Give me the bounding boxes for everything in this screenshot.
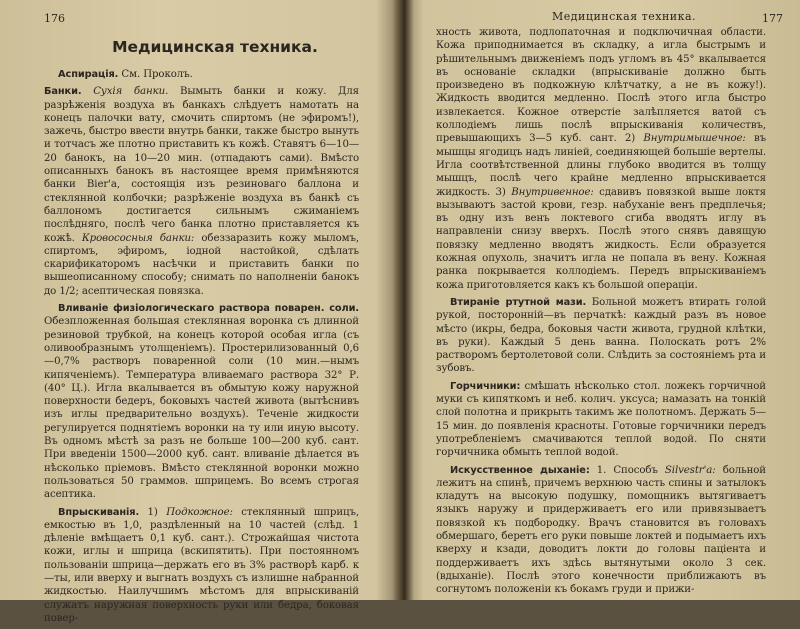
entry-heading: Банки. (44, 86, 82, 98)
entry-subheading: Внутримышечное: (643, 133, 746, 145)
paragraph-banki (44, 85, 359, 298)
entry-heading: Вливаніе физіологическаго раствора поварен. соли. (58, 303, 359, 315)
entry-text: обеззаразить кожу мыломъ, спиртомъ, эфиромъ, іодной настойкой, сдѣлать скарификаторомъ насѣчки и приставить банки по вышеописанному способу; снимать по наполненіи банокъ до 1/2; асептическая повязка. (44, 232, 360, 297)
right-page (406, 0, 800, 600)
entry-heading: Искусственное дыханіе: (450, 464, 590, 476)
entry-heading: Аспирація. (58, 69, 119, 80)
entry-text: Вымыть банки и кожу. Для разрѣженія воздуха въ банкахъ слѣдуетъ намотать на конецъ палочки вату, смочить спиртомъ (не эфиромъ!), зажечь, быстро ввести внутрь банки, также быстро вынуть и тотчасъ же плотно приставить къ кожѣ. Ставятъ 6—10—20 банокъ, на 10—20 мин. (отпадаютъ сами). Вмѣсто описанныхъ банокъ въ настоящее время примѣняются банки Bier'а, состоящія изъ резиноваго баллона и стеклянной колбочки; разрѣженіе воздуха въ банкѣ съ баллономъ достигается сильнымъ сжиманіемъ послѣдняго, послѣ чего банка плотно приставляется къ кожѣ. (44, 86, 359, 244)
running-head: Медицинская техника. (552, 10, 697, 23)
entry-text: смѣшать нѣсколько стол. ложекъ горчичной муки съ кипяткомъ и неб. колич. уксуса; намазать на тонкій слой полотна и прикрыть такимъ же полотномъ. Держать 5—15 мин. до появленія красноты. Готовые горчичники передъ употребленіемъ смачиваются теплой водой. По сняти горчичника обмыть теплой водой. (436, 380, 766, 459)
entry-heading: Впрыскиванія. (58, 506, 140, 518)
entry-subheading: Сухія банки. (93, 86, 169, 98)
paragraph-mercury (436, 296, 766, 376)
page-number: 176 (44, 12, 65, 25)
paragraph-injections-cont (436, 26, 766, 292)
left-page-text (44, 68, 359, 629)
entry-text: См. Проколъ. (121, 69, 193, 80)
entry-subheading: Внутривенное: (511, 186, 594, 198)
entry-text: 1. Способъ (596, 464, 658, 476)
paragraph-injections (44, 506, 359, 626)
entry-subheading: Подкожное: (166, 506, 233, 518)
right-page-text (436, 26, 766, 600)
entry-text: Больной можетъ втирать голой рукой, посторонній—въ перчаткѣ: каждый разъ въ новое мѣсто (икры, бедра, боковыя части живота, грудной клѣтки, въ руки). Каждый 5 день ванна. Полоскать ротъ 2% растворомъ бертолетовой соли. Слѣдить за состояніемъ рта и зубовъ. (436, 296, 767, 375)
entry-text: хность живота, подлопаточная и подключичная области. Кожа приподнимается въ складку, а игла быстрымъ и рѣшительнымъ движеніемъ подъ угломъ въ 45° вкалывается въ основаніе складки (впрыскиваніе должно быть произведено въ подкожную клѣтчатку, а не въ кожу!). Жидкость вводится медленно. Послѣ этого игла быстро извлекается. Кожное отверстіе залѣпляется ватой съ коллодіемъ лишь послѣ впрыскиванія количествъ, превышающихъ 3—5 куб. сант. 2) (436, 27, 766, 145)
entry-text: Обезпложенная большая стеклянная воронка съ длинной резиновой трубкой, на конецъ которой особая игла (съ оливообразнымъ утолщеніемъ). Простерилизованный 0,6—0,7% растворъ поваренной соли (10 мин.—нымъ кипяченіемъ). Температура вливаемаго раствора 32° Р. (40° Ц.). Игла вкалывается въ обмытую кожу наружной поверхности бедеръ, боковыхъ частей живота (вытѣснивъ изъ иглы предварительно воздухъ). Теченіе жидкости регулируется поднятіемъ воронки на ту или иную высоту. Въ одномъ мѣстѣ за разъ не больше 100—200 куб. сант. При введеніи 1500—2000 куб. сант. вливаніе дѣлается въ нѣсколько пріемовъ. Вмѣсто стеклянной воронки можно пользоваться 50 граммов. шприцемъ. Во всемъ строгая асептика. (44, 316, 359, 501)
entry-subheading: Silvestr'a: (664, 464, 716, 476)
left-page (0, 0, 400, 624)
paragraph-respiration (436, 464, 766, 597)
paragraph-aspiration (44, 68, 359, 81)
entry-heading: Втираніе ртутной мази. (450, 296, 587, 308)
paragraph-infusion (44, 302, 359, 501)
entry-subheading: Кровососныя банки: (81, 232, 195, 244)
entry-heading: Горчичники: (450, 380, 521, 392)
entry-text: 1) (147, 506, 158, 518)
page-number: 177 (762, 12, 783, 25)
entry-text: въ мышцы ягодицъ надъ линіей, соединяющей большіе вертелы. Игла соотвѣтственной длины глубоко вводится въ толщу мышцъ, послѣ чего крайне медленно впрыскивается жидкость. 3) (436, 133, 767, 198)
chapter-title: Медицинская техника. (112, 38, 318, 56)
paragraph-mustard (436, 380, 766, 460)
entry-text: стеклянный шприцъ, емкостью въ 1,0, раздѣленный на 10 частей (слѣд. 1 дѣленіе вмѣщаетъ 0,1 куб. сант.). Строжайшая чистота кожи, иглы и шприца (вскипятить). При постоянномъ пользованіи шприца—держать его въ 3% растворѣ карб. к—ты, или вверху и выгнать воздухъ съ излишне набранной жидкостью. Наилучшимъ мѣстомъ для впрыскиваній служатъ наружная поверхность руки или бедра, боковая повер- (44, 506, 360, 624)
entry-text: больной лежитъ на спинѣ, причемъ верхнюю часть спины и затылокъ кладутъ на высокую подушку, помощникъ вытягиваетъ языкъ наружу и придерживаетъ его или привязываетъ повязкой къ подбородку. Врачъ становится въ головахъ обмершаго, беретъ его руки повыше локтей и подымаетъ ихъ кверху и кзади, доводитъ локти до головы пацiента и поддерживаетъ ихъ здѣсь вытянутыми около 3 сек. (вдыханіе). Послѣ этого конечности приближаютъ въ согнутомъ положеніи къ бокамъ груди и прижи- (436, 464, 766, 596)
entry-text: сдавивъ повязкой выше локтя вызываютъ застой крови, гезр. набуханіе венъ предплечья; въ одну изъ венъ локтевого сгиба вводятъ иглу въ направленіи снизу вверхъ. Послѣ этого снявъ давящую повязку медленно вводятъ жидкость. Если образуется кожная опухоль, значитъ игла не попала въ вену. Кожная ранка покрывается коллодіемъ. Передъ впрыскиваніемъ кожа приготовляется какъ къ большой операціи. (436, 186, 766, 291)
